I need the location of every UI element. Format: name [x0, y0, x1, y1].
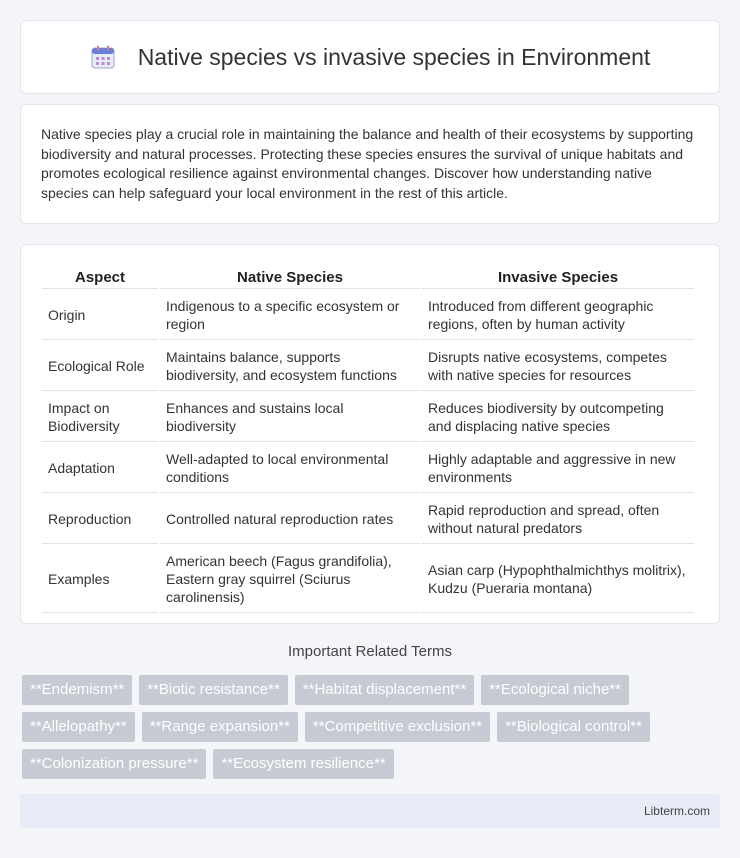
term-tag[interactable]: **Allelopathy** — [22, 712, 135, 742]
comparison-table-card — [20, 244, 720, 624]
table-row — [42, 393, 694, 442]
table-row — [42, 444, 694, 493]
term-tag[interactable]: **Ecological niche** — [481, 675, 629, 705]
cell-aspect: Origin — [42, 291, 158, 340]
cell-aspect: Reproduction — [42, 495, 158, 544]
comparison-table — [40, 263, 696, 615]
cell-invasive: Highly adaptable and aggressive in new environments — [422, 444, 694, 493]
intro-card — [20, 104, 720, 224]
cell-aspect: Ecological Role — [42, 342, 158, 391]
cell-aspect: Adaptation — [42, 444, 158, 493]
calendar-icon — [90, 44, 116, 70]
cell-native: Maintains balance, supports biodiversity, and ecosystem functions — [160, 342, 420, 391]
title-card — [20, 20, 720, 94]
cell-aspect: Examples — [42, 546, 158, 613]
cell-aspect: Impact on Biodiversity — [42, 393, 158, 442]
table-row — [42, 495, 694, 544]
cell-native: Well-adapted to local environmental conditions — [160, 444, 420, 493]
column-header-aspect: Aspect — [42, 265, 158, 289]
table-row — [42, 546, 694, 613]
column-header-native: Native Species — [160, 265, 420, 289]
term-tag[interactable]: **Biological control** — [497, 712, 650, 742]
cell-invasive: Rapid reproduction and spread, often without natural predators — [422, 495, 694, 544]
cell-invasive: Reduces biodiversity by outcompeting and displacing native species — [422, 393, 694, 442]
cell-native: American beech (Fagus grandifolia), Eastern gray squirrel (Sciurus carolinensis) — [160, 546, 420, 613]
term-tag[interactable]: **Range expansion** — [142, 712, 298, 742]
cell-invasive: Disrupts native ecosystems, competes with native species for resources — [422, 342, 694, 391]
term-tag[interactable]: **Ecosystem resilience** — [213, 749, 393, 779]
column-header-invasive: Invasive Species — [422, 265, 694, 289]
cell-native: Indigenous to a specific ecosystem or region — [160, 291, 420, 340]
term-tag[interactable]: **Colonization pressure** — [22, 749, 206, 779]
term-tag[interactable]: **Endemism** — [22, 675, 132, 705]
term-tag[interactable]: **Biotic resistance** — [139, 675, 288, 705]
intro-text: Native species play a crucial role in maintaining the balance and health of their ecosystems by supporting biodiversity and natural processes. Protecting these species ensures the survival of unique habitats and promotes ecological resilience against environmental changes. Discover how understanding native species can help safeguard your local environment in the rest of this article. — [41, 126, 694, 201]
cell-invasive: Introduced from different geographic regions, often by human activity — [422, 291, 694, 340]
term-tag[interactable]: **Habitat displacement** — [295, 675, 474, 705]
table-row — [42, 291, 694, 340]
related-terms-list — [22, 675, 722, 786]
related-terms-heading: Important Related Terms — [288, 643, 452, 660]
page-title: Native species vs invasive species in Environment — [137, 43, 651, 70]
cell-native: Enhances and sustains local biodiversity — [160, 393, 420, 442]
term-tag[interactable]: **Competitive exclusion** — [305, 712, 490, 742]
cell-native: Controlled natural reproduction rates — [160, 495, 420, 544]
table-header-row — [42, 265, 694, 289]
footer — [20, 794, 720, 828]
table-row — [42, 342, 694, 391]
footer-brand-link[interactable]: Libterm.com — [643, 804, 710, 818]
cell-invasive: Asian carp (Hypophthalmichthys molitrix), Kudzu (Pueraria montana) — [422, 546, 694, 613]
